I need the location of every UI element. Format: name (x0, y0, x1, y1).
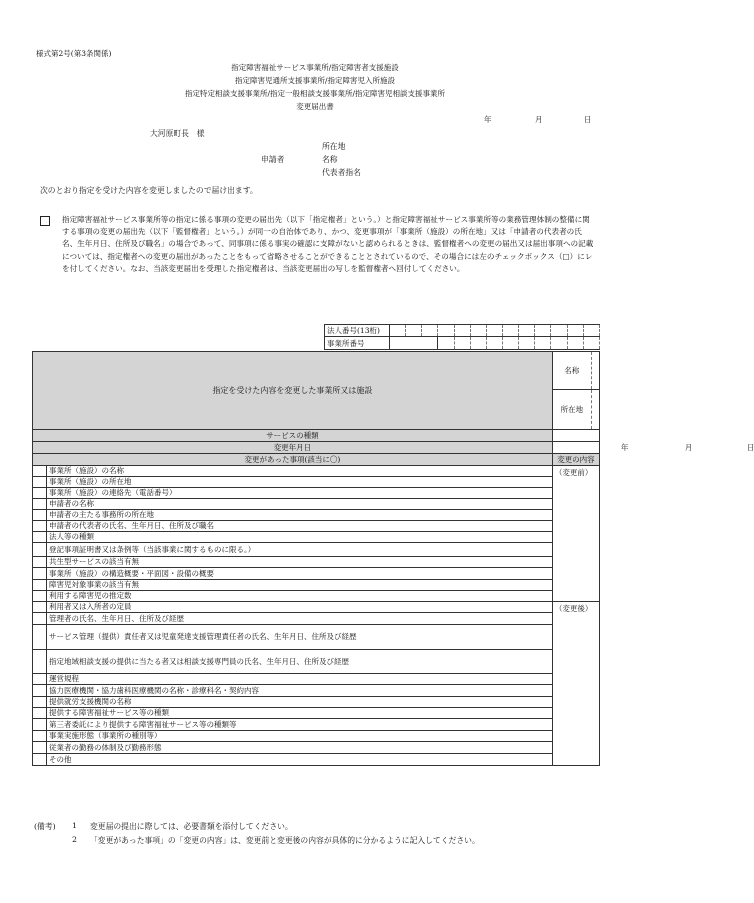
item-label: 提供する障害福祉サービス等の種類 (47, 708, 553, 719)
table-row (33, 488, 600, 499)
item-mark-cell[interactable] (33, 602, 47, 613)
item-label: 申請者の代表者の氏名、生年月日、住所及び職名 (47, 521, 553, 532)
item-label: 利用者又は入所者の定員 (47, 602, 553, 613)
item-mark-cell[interactable] (33, 754, 47, 766)
table-row (33, 510, 600, 521)
item-label: 事業所（施設）の構造概要・平面図・設備の概要 (47, 568, 553, 580)
table-row (33, 719, 600, 731)
item-label: 共生型サービスの該当有無 (47, 557, 553, 568)
remarks-label: (備考) (34, 822, 56, 831)
item-label: 協力医療機関・協力歯科医療機関の名称・診療科名・契約内容 (47, 685, 553, 697)
table-row (33, 477, 600, 488)
item-mark-cell[interactable] (33, 650, 47, 674)
item-label: 申請者の名称 (47, 499, 553, 510)
item-mark-cell[interactable] (33, 532, 47, 543)
service-type-input[interactable] (552, 430, 599, 442)
service-type-label: サービスの種類 (33, 430, 553, 442)
item-mark-cell[interactable] (33, 719, 47, 731)
corp-number-label: 法人番号(13桁) (325, 325, 390, 337)
item-mark-cell[interactable] (33, 697, 47, 708)
table-row (33, 754, 600, 766)
items-column-header: 変更があった事項(該当に〇) (33, 454, 553, 466)
before-label: （変更前） (554, 468, 593, 477)
item-label: 運営規程 (47, 674, 553, 685)
item-mark-cell[interactable] (33, 477, 47, 488)
table-row (33, 543, 600, 557)
item-label: 事業所（施設）の連絡先（電話番号） (47, 488, 553, 499)
item-label: 管理者の氏名、生年月日、住所及び経歴 (47, 613, 553, 625)
applicant-name-label: 名称 (322, 155, 338, 164)
document-title: 変更届出書 (296, 102, 334, 111)
change-table (32, 351, 754, 766)
table-row (33, 521, 600, 532)
item-label: 提供就労支援機関の名称 (47, 697, 553, 708)
content-column-header: 変更の内容 (552, 454, 599, 466)
item-label: 事業実施形態（事業所の種別等） (47, 731, 553, 742)
table-row (33, 602, 600, 613)
item-mark-cell[interactable] (33, 488, 47, 499)
change-date-input[interactable]: 年 月 日 (552, 442, 599, 454)
item-mark-cell[interactable] (33, 568, 47, 580)
table-row (33, 532, 600, 543)
table-row (33, 685, 600, 697)
item-label: 事業所（施設）の名称 (47, 466, 553, 477)
remark-1-text: 変更届の提出に際しては、必要書類を添付してください。 (90, 822, 293, 831)
date-year: 年 (484, 115, 492, 124)
item-label: 利用する障害児の推定数 (47, 591, 553, 602)
table-row (33, 613, 600, 625)
item-mark-cell[interactable] (33, 543, 47, 557)
corp-number-input[interactable] (583, 325, 599, 337)
item-label: 指定地域相談支援の提供に当たる者又は相談支援専門員の氏名、生年月日、住所及び経歴 (47, 650, 553, 674)
title-line-2: 指定障害児通所支援事業所/指定障害児入所施設 (234, 76, 396, 85)
item-label: 従業者の勤務の体制及び勤務形態 (47, 742, 553, 754)
title-line-3: 指定特定相談支援事業所/指定一般相談支援事業所/指定障害児相談支援事業所 (184, 89, 446, 98)
facility-header: 指定を受けた内容を変更した事業所又は施設 (33, 352, 553, 430)
consolidation-checkbox[interactable] (40, 216, 50, 226)
table-row (33, 557, 600, 568)
table-row (33, 742, 600, 754)
item-mark-cell[interactable] (33, 613, 47, 625)
table-row (33, 568, 600, 580)
item-mark-cell[interactable] (33, 685, 47, 697)
item-mark-cell[interactable] (33, 499, 47, 510)
item-mark-cell[interactable] (33, 708, 47, 719)
table-row (33, 466, 600, 477)
table-row (33, 625, 600, 650)
office-number-input[interactable] (583, 337, 599, 350)
content-after-cell[interactable] (552, 602, 599, 766)
date-month: 月 (535, 115, 543, 124)
item-mark-cell[interactable] (33, 580, 47, 591)
addressee: 大河原町長 様 (150, 129, 205, 138)
form-number: 様式第2号(第3条関係) (36, 49, 112, 58)
table-row (33, 591, 600, 602)
after-label: （変更後） (554, 604, 593, 613)
intro-text: 次のとおり指定を受けた内容を変更しましたので届け出ます。 (40, 186, 258, 195)
item-mark-cell[interactable] (33, 742, 47, 754)
table-row (33, 674, 600, 685)
table-row (33, 580, 600, 591)
item-mark-cell[interactable] (33, 510, 47, 521)
item-label: サービス管理（提供）責任者又は児童発達支援管理責任者の氏名、生年月日、住所及び経歴 (47, 625, 553, 650)
applicant-address-label: 所在地 (322, 142, 346, 151)
content-before-cell[interactable] (552, 466, 599, 602)
table-row (33, 499, 600, 510)
item-label: 申請者の主たる事務所の所在地 (47, 510, 553, 521)
applicant-label: 申請者 (261, 155, 285, 164)
table-row (33, 697, 600, 708)
facility-name-label: 名称 (552, 352, 591, 390)
item-label: 登記事項証明書又は条例等（当該事業に関するものに限る。） (47, 543, 553, 557)
applicant-representative-label: 代表者指名 (322, 168, 361, 177)
id-number-table (324, 324, 600, 350)
item-mark-cell[interactable] (33, 731, 47, 742)
table-row (33, 708, 600, 719)
table-row (33, 650, 600, 674)
remark-1-number: 1 (72, 821, 77, 830)
item-mark-cell[interactable] (33, 466, 47, 477)
item-label: 障害児対象事業の該当有無 (47, 580, 553, 591)
table-row (33, 731, 600, 742)
remark-2-text: 「変更があった事項」の「変更の内容」は、変更前と変更後の内容が具体的に分かるように記入してください。 (90, 836, 480, 845)
title-line-1: 指定障害福祉サービス事業所/指定障害者支援施設 (231, 63, 399, 72)
remark-2-number: 2 (72, 835, 77, 844)
checkbox-note: 指定障害福祉サービス事業所等の指定に係る事項の変更の届出先（以下「指定権者」という。）と指定障害福祉サービス事業所等の業務管理体制の整備に関する事項の変更の届出先（以下「監督権者」という。）が同一の自治体であり、かつ、変更事項が「事業所（施設）の所在地」又は「申請者の代表者の氏名、生年月日、住所及び職名」の場合であって、同事項に係る事実の確認に支障がないと認められるときは、監督権者への変更の届出又は届出事項への記載については、指定権者への変更の届出があったことをもって省略させることができることとされているので、その場合には左のチェックボックス（□）にレを付してください。なお、当該変更届出を受理した指定権者は、当該変更届出の写しを監督権者へ回付してください。 (62, 215, 594, 273)
office-number-label: 事業所番号 (325, 337, 390, 350)
facility-name-input[interactable] (591, 352, 599, 390)
item-mark-cell[interactable] (33, 674, 47, 685)
item-mark-cell[interactable] (33, 521, 47, 532)
item-mark-cell[interactable] (33, 591, 47, 602)
item-label: 法人等の種類 (47, 532, 553, 543)
date-day: 日 (584, 115, 592, 124)
item-label: 第三者委託により提供する障害福祉サービス等の種類等 (47, 719, 553, 731)
item-label: 事業所（施設）の所在地 (47, 477, 553, 488)
facility-address-input[interactable] (591, 390, 599, 430)
item-label: その他 (47, 754, 553, 766)
item-mark-cell[interactable] (33, 625, 47, 650)
change-date-label: 変更年月日 (33, 442, 553, 454)
item-mark-cell[interactable] (33, 557, 47, 568)
facility-address-label: 所在地 (552, 390, 591, 430)
